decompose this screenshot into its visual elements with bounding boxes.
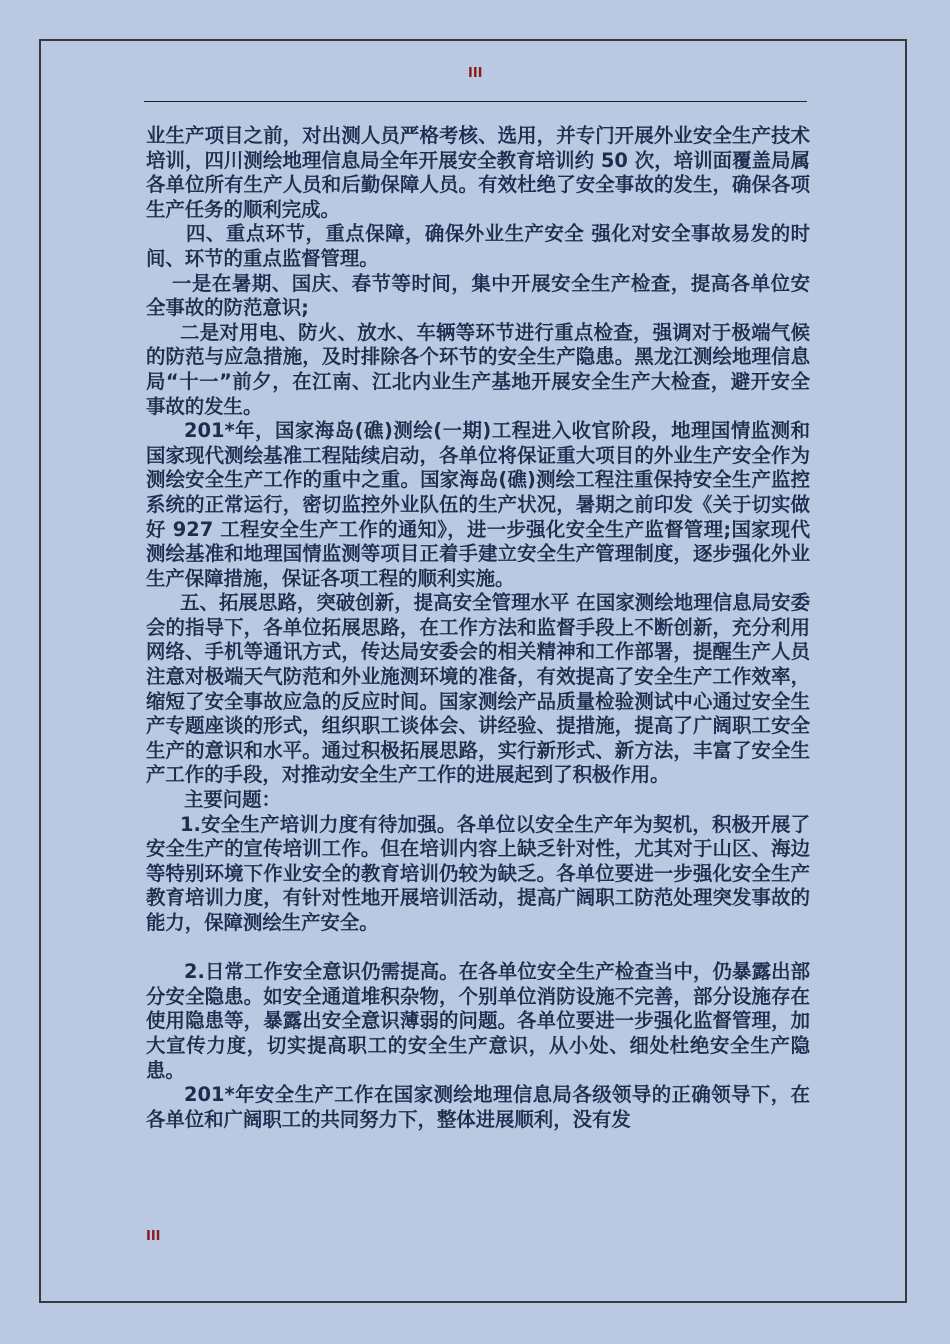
- paragraph: 二是对用电、防火、放水、车辆等环节进行重点检查，强调对于极端气候的防范与应急措施，及时排除各个环节的安全生产隐患。黑龙江测绘地理信息局“十一”前夕，在江南、江北内业生产基地开展安全生产大检查，避开安全事故的发生。: [146, 320, 810, 418]
- blank-line: [146, 936, 810, 961]
- section-heading: 主要问题：: [184, 788, 281, 812]
- footer-mark: III: [146, 1229, 161, 1244]
- paragraph: 201*年安全生产工作在国家测绘地理信息局各级领导的正确领导下，在各单位和广阔职工的共同努力下，整体进展顺利，没有发: [146, 1083, 810, 1131]
- header-mark: III: [468, 66, 483, 81]
- paragraph: 五、拓展思路，突破创新，提高安全管理水平 在国家测绘地理信息局安委会的指导下，各单位拓展思路，在工作方法和监督手段上不断创新，充分利用网络、手机等通讯方式，传达局安委会的相关精神和工作部署，提醒生产人员注意对极端天气防范和外业施测环境的准备，有效提高了安全生产工作效率，缩短了安全事故应急的反应时间。国家测绘产品质量检验测试中心通过安全生产专题座谈的形式，组织职工谈体会、讲经验、提措施，提高了广阔职工安全生产的意识和水平。通过积极拓展思路，实行新形式、新方法，丰富了安全生产工作的手段，对推动安全生产工作的进展起到了积极作用。: [146, 591, 810, 787]
- paragraph: 一是在暑期、国庆、春节等时间，集中开展安全生产检查，提高各单位安全事故的防范意识;: [146, 271, 810, 320]
- paragraph: 四、重点环节，重点保障，确保外业生产安全 强化对安全事故易发的时间、环节的重点监督管理。: [146, 222, 810, 270]
- paragraph: 2.日常工作安全意识仍需提高。在各单位安全生产检查当中，仍暴露出部分安全隐患。如安全通道堆积杂物，个别单位消防设施不完善，部分设施存在使用隐患等，暴露出安全意识薄弱的问题。各单位要进一步强化监督管理，加大宣传力度，切实提高职工的安全生产意识，从小处、细处杜绝安全生产隐患。: [146, 960, 810, 1082]
- document-body: [146, 124, 810, 1132]
- paragraph: 201*年，国家海岛(礁)测绘(一期)工程进入收官阶段，地理国情监测和国家现代测绘基准工程陆续启动，各单位将保证重大项目的外业生产安全作为测绘安全生产工作的重中之重。国家海岛(礁)测绘工程注重保持安全生产监控系统的正常运行，密切监控外业队伍的生产状况，暑期之前印发《关于切实做好 927 工程安全生产工作的通知》，进一步强化安全生产监督管理;国家现代测绘基准和地理国情监测等项目正着手建立安全生产管理制度，逐步强化外业生产保障措施，保证各项工程的顺利实施。: [146, 419, 810, 590]
- paragraph: 业生产项目之前，对出测人员严格考核、选用，并专门开展外业安全生产技术培训，四川测绘地理信息局全年开展安全教育培训约 50 次，培训面覆盖局属各单位所有生产人员和后勤保障人员。有效杜绝了安全事故的发生，确保各项生产任务的顺利完成。: [146, 124, 810, 221]
- paragraph: 1.安全生产培训力度有待加强。各单位以安全生产年为契机，积极开展了安全生产的宣传培训工作。但在培训内容上缺乏针对性，尤其对于山区、海边等特别环境下作业安全的教育培训仍较为缺乏。各单位要进一步强化安全生产教育培训力度，有针对性地开展培训活动，提高广阔职工防范处理突发事故的能力，保障测绘生产安全。: [146, 812, 810, 934]
- header-divider: [144, 101, 807, 102]
